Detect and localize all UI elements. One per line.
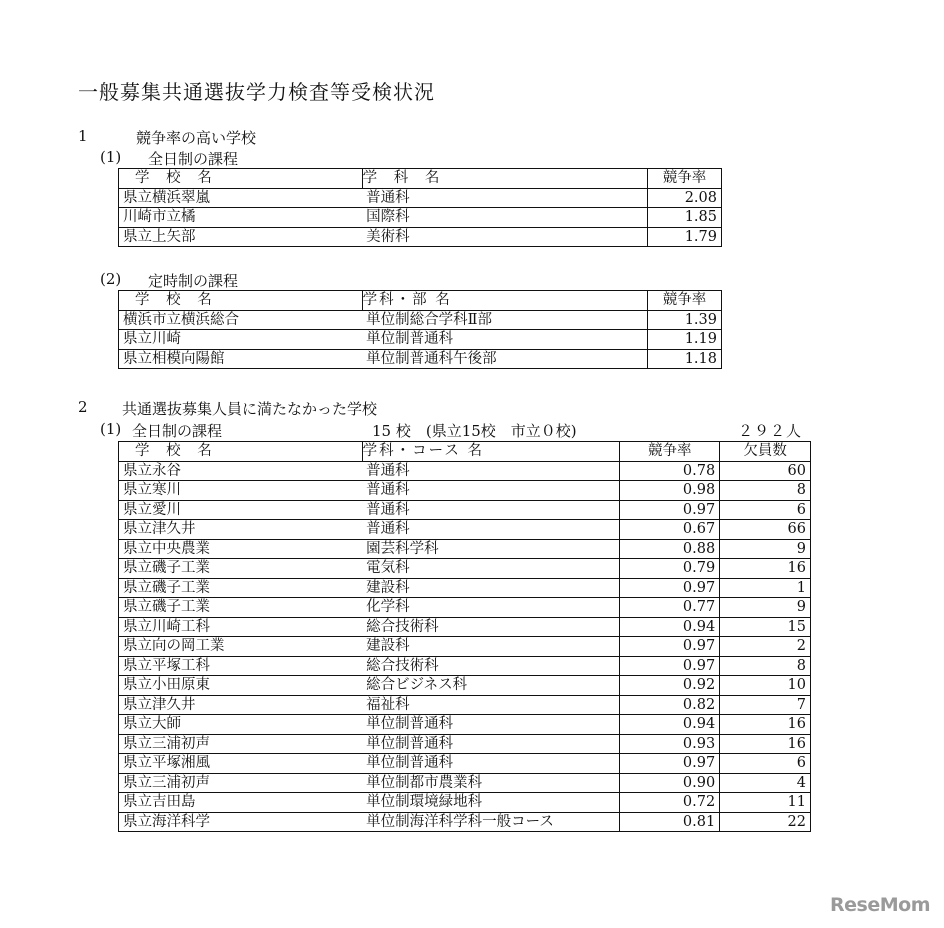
header-rate: 競争率 xyxy=(648,291,722,311)
vacancy-count: 7 xyxy=(720,695,811,715)
header-dept: 学科・部 名 xyxy=(362,291,648,311)
table-row xyxy=(119,330,722,350)
competition-rate: 0.72 xyxy=(620,793,720,813)
table-row xyxy=(119,539,811,559)
department-name: 普通科 xyxy=(362,481,620,501)
vacancy-count: 2 xyxy=(720,637,811,657)
department-name: 普通科 xyxy=(362,188,647,208)
high-competition-fulltime-table xyxy=(118,168,722,247)
department-name: 単位制普通科 xyxy=(362,330,648,350)
table-row xyxy=(119,578,811,598)
school-name: 県立寒川 xyxy=(119,481,363,501)
school-name: 県立海洋科学 xyxy=(119,812,363,832)
table-row xyxy=(119,500,811,520)
competition-rate: 0.97 xyxy=(620,754,720,774)
school-name: 県立愛川 xyxy=(119,500,363,520)
vacancy-count: 6 xyxy=(720,754,811,774)
school-name: 県立平塚湘風 xyxy=(119,754,363,774)
department-name: 普通科 xyxy=(362,500,620,520)
table-row xyxy=(119,793,811,813)
vacancy-count: 8 xyxy=(720,481,811,501)
competition-rate: 0.79 xyxy=(620,559,720,579)
table-row xyxy=(119,520,811,540)
table-row xyxy=(119,461,811,481)
document-title: 一般募集共通選抜学力検査等受検状況 xyxy=(78,80,435,104)
school-name: 県立川崎工科 xyxy=(119,617,363,637)
competition-rate: 0.97 xyxy=(620,637,720,657)
department-name: 建設科 xyxy=(362,578,620,598)
table-row xyxy=(119,715,811,735)
competition-rate: 1.85 xyxy=(648,208,722,228)
section2-sub1-number: (1) xyxy=(100,420,122,438)
school-name: 県立磯子工業 xyxy=(119,559,363,579)
header-dept: 学 科 名 xyxy=(362,169,647,189)
competition-rate: 0.77 xyxy=(620,598,720,618)
department-name: 単位制普通科 xyxy=(362,754,620,774)
header-dept: 学科・コース 名 xyxy=(362,442,620,462)
school-name: 県立永谷 xyxy=(119,461,363,481)
school-name: 県立磯子工業 xyxy=(119,598,363,618)
section2-heading: 共通選抜募集人員に満たなかった学校 xyxy=(122,400,378,418)
table-row xyxy=(119,617,811,637)
competition-rate: 0.97 xyxy=(620,578,720,598)
competition-rate: 0.94 xyxy=(620,715,720,735)
table-row xyxy=(119,773,811,793)
header-rate: 競争率 xyxy=(620,442,720,462)
header-rate: 競争率 xyxy=(648,169,722,189)
vacancy-count: 9 xyxy=(720,539,811,559)
department-name: 総合技術科 xyxy=(362,617,620,637)
competition-rate: 0.82 xyxy=(620,695,720,715)
competition-rate: 0.98 xyxy=(620,481,720,501)
table-row xyxy=(119,656,811,676)
school-name: 県立向の岡工業 xyxy=(119,637,363,657)
department-name: 単位制普通科 xyxy=(362,734,620,754)
table-row xyxy=(119,676,811,696)
vacancy-count: 1 xyxy=(720,578,811,598)
table-row xyxy=(119,208,722,228)
competition-rate: 0.90 xyxy=(620,773,720,793)
department-name: 単位制都市農業科 xyxy=(362,773,620,793)
competition-rate: 0.97 xyxy=(620,500,720,520)
vacancy-count: 16 xyxy=(720,559,811,579)
competition-rate: 0.97 xyxy=(620,656,720,676)
header-school: 学 校 名 xyxy=(119,291,363,311)
school-name: 県立中央農業 xyxy=(119,539,363,559)
vacancy-count: 8 xyxy=(720,656,811,676)
vacancy-count: 16 xyxy=(720,715,811,735)
department-name: 単位制海洋科学科一般コース xyxy=(362,812,620,832)
competition-rate: 1.18 xyxy=(648,349,722,369)
department-name: 単位制総合学科Ⅱ部 xyxy=(362,310,648,330)
competition-rate: 1.19 xyxy=(648,330,722,350)
competition-rate: 1.39 xyxy=(648,310,722,330)
competition-rate: 0.67 xyxy=(620,520,720,540)
school-name: 県立川崎 xyxy=(119,330,363,350)
section2-sub1-label: 全日制の課程 xyxy=(132,422,223,440)
school-name: 県立横浜翠嵐 xyxy=(119,188,363,208)
vacancy-count: 4 xyxy=(720,773,811,793)
table-row xyxy=(119,188,722,208)
school-name: 県立磯子工業 xyxy=(119,578,363,598)
high-competition-parttime-table xyxy=(118,290,722,369)
department-name: 電気科 xyxy=(362,559,620,579)
competition-rate: 1.79 xyxy=(648,227,722,247)
competition-rate: 0.88 xyxy=(620,539,720,559)
school-name: 県立平塚工科 xyxy=(119,656,363,676)
table-row xyxy=(119,481,811,501)
department-name: 単位制普通科午後部 xyxy=(362,349,648,369)
department-name: 総合ビジネス科 xyxy=(362,676,620,696)
department-name: 単位制普通科 xyxy=(362,715,620,735)
table-header-row xyxy=(119,169,722,189)
section1-sub2-number: (2) xyxy=(100,270,122,288)
department-name: 建設科 xyxy=(362,637,620,657)
competition-rate: 0.81 xyxy=(620,812,720,832)
section1-number: 1 xyxy=(78,127,88,145)
school-name: 県立津久井 xyxy=(119,695,363,715)
table-header-row xyxy=(119,442,811,462)
competition-rate: 0.93 xyxy=(620,734,720,754)
department-name: 普通科 xyxy=(362,461,620,481)
department-name: 化学科 xyxy=(362,598,620,618)
section2-number: 2 xyxy=(78,398,88,416)
school-name: 県立津久井 xyxy=(119,520,363,540)
table-row xyxy=(119,637,811,657)
vacancy-count: 11 xyxy=(720,793,811,813)
table-row xyxy=(119,227,722,247)
school-name: 県立三浦初声 xyxy=(119,773,363,793)
table-row xyxy=(119,349,722,369)
department-name: 福祉科 xyxy=(362,695,620,715)
vacancy-count: 15 xyxy=(720,617,811,637)
department-name: 美術科 xyxy=(362,227,647,247)
table-row xyxy=(119,598,811,618)
table-row xyxy=(119,695,811,715)
department-name: 総合技術科 xyxy=(362,656,620,676)
school-name: 県立吉田島 xyxy=(119,793,363,813)
school-name: 川崎市立橘 xyxy=(119,208,363,228)
vacancy-count: 16 xyxy=(720,734,811,754)
school-name: 県立小田原東 xyxy=(119,676,363,696)
total-vacancies: ２９２人 xyxy=(738,422,803,440)
vacancy-count: 66 xyxy=(720,520,811,540)
header-school: 学 校 名 xyxy=(119,169,363,189)
section1-sub1-label: 全日制の課程 xyxy=(148,150,239,168)
department-name: 国際科 xyxy=(362,208,647,228)
competition-rate: 0.78 xyxy=(620,461,720,481)
school-name: 県立大師 xyxy=(119,715,363,735)
table-row xyxy=(119,559,811,579)
table-row xyxy=(119,812,811,832)
vacancy-count: 9 xyxy=(720,598,811,618)
school-name: 県立上矢部 xyxy=(119,227,363,247)
table-row xyxy=(119,734,811,754)
under-capacity-table xyxy=(118,441,811,832)
table-header-row xyxy=(119,291,722,311)
vacancy-count: 22 xyxy=(720,812,811,832)
header-school: 学 校 名 xyxy=(119,442,363,462)
section1-sub2-label: 定時制の課程 xyxy=(148,272,239,290)
vacancy-count: 6 xyxy=(720,500,811,520)
section1-heading: 競争率の高い学校 xyxy=(136,129,257,147)
competition-rate: 0.92 xyxy=(620,676,720,696)
vacancy-count: 60 xyxy=(720,461,811,481)
table-row xyxy=(119,310,722,330)
school-count: 15 校 (県立15校 市立０校) xyxy=(372,422,577,440)
vacancy-count: 10 xyxy=(720,676,811,696)
department-name: 単位制環境緑地科 xyxy=(362,793,620,813)
section1-sub1-number: (1) xyxy=(100,148,122,166)
department-name: 普通科 xyxy=(362,520,620,540)
resemom-logo: ReseMom xyxy=(830,894,930,916)
school-name: 県立三浦初声 xyxy=(119,734,363,754)
department-name: 園芸科学科 xyxy=(362,539,620,559)
competition-rate: 0.94 xyxy=(620,617,720,637)
header-vacancies: 欠員数 xyxy=(720,442,811,462)
table-row xyxy=(119,754,811,774)
competition-rate: 2.08 xyxy=(648,188,722,208)
school-name: 横浜市立横浜総合 xyxy=(119,310,363,330)
school-name: 県立相模向陽館 xyxy=(119,349,363,369)
